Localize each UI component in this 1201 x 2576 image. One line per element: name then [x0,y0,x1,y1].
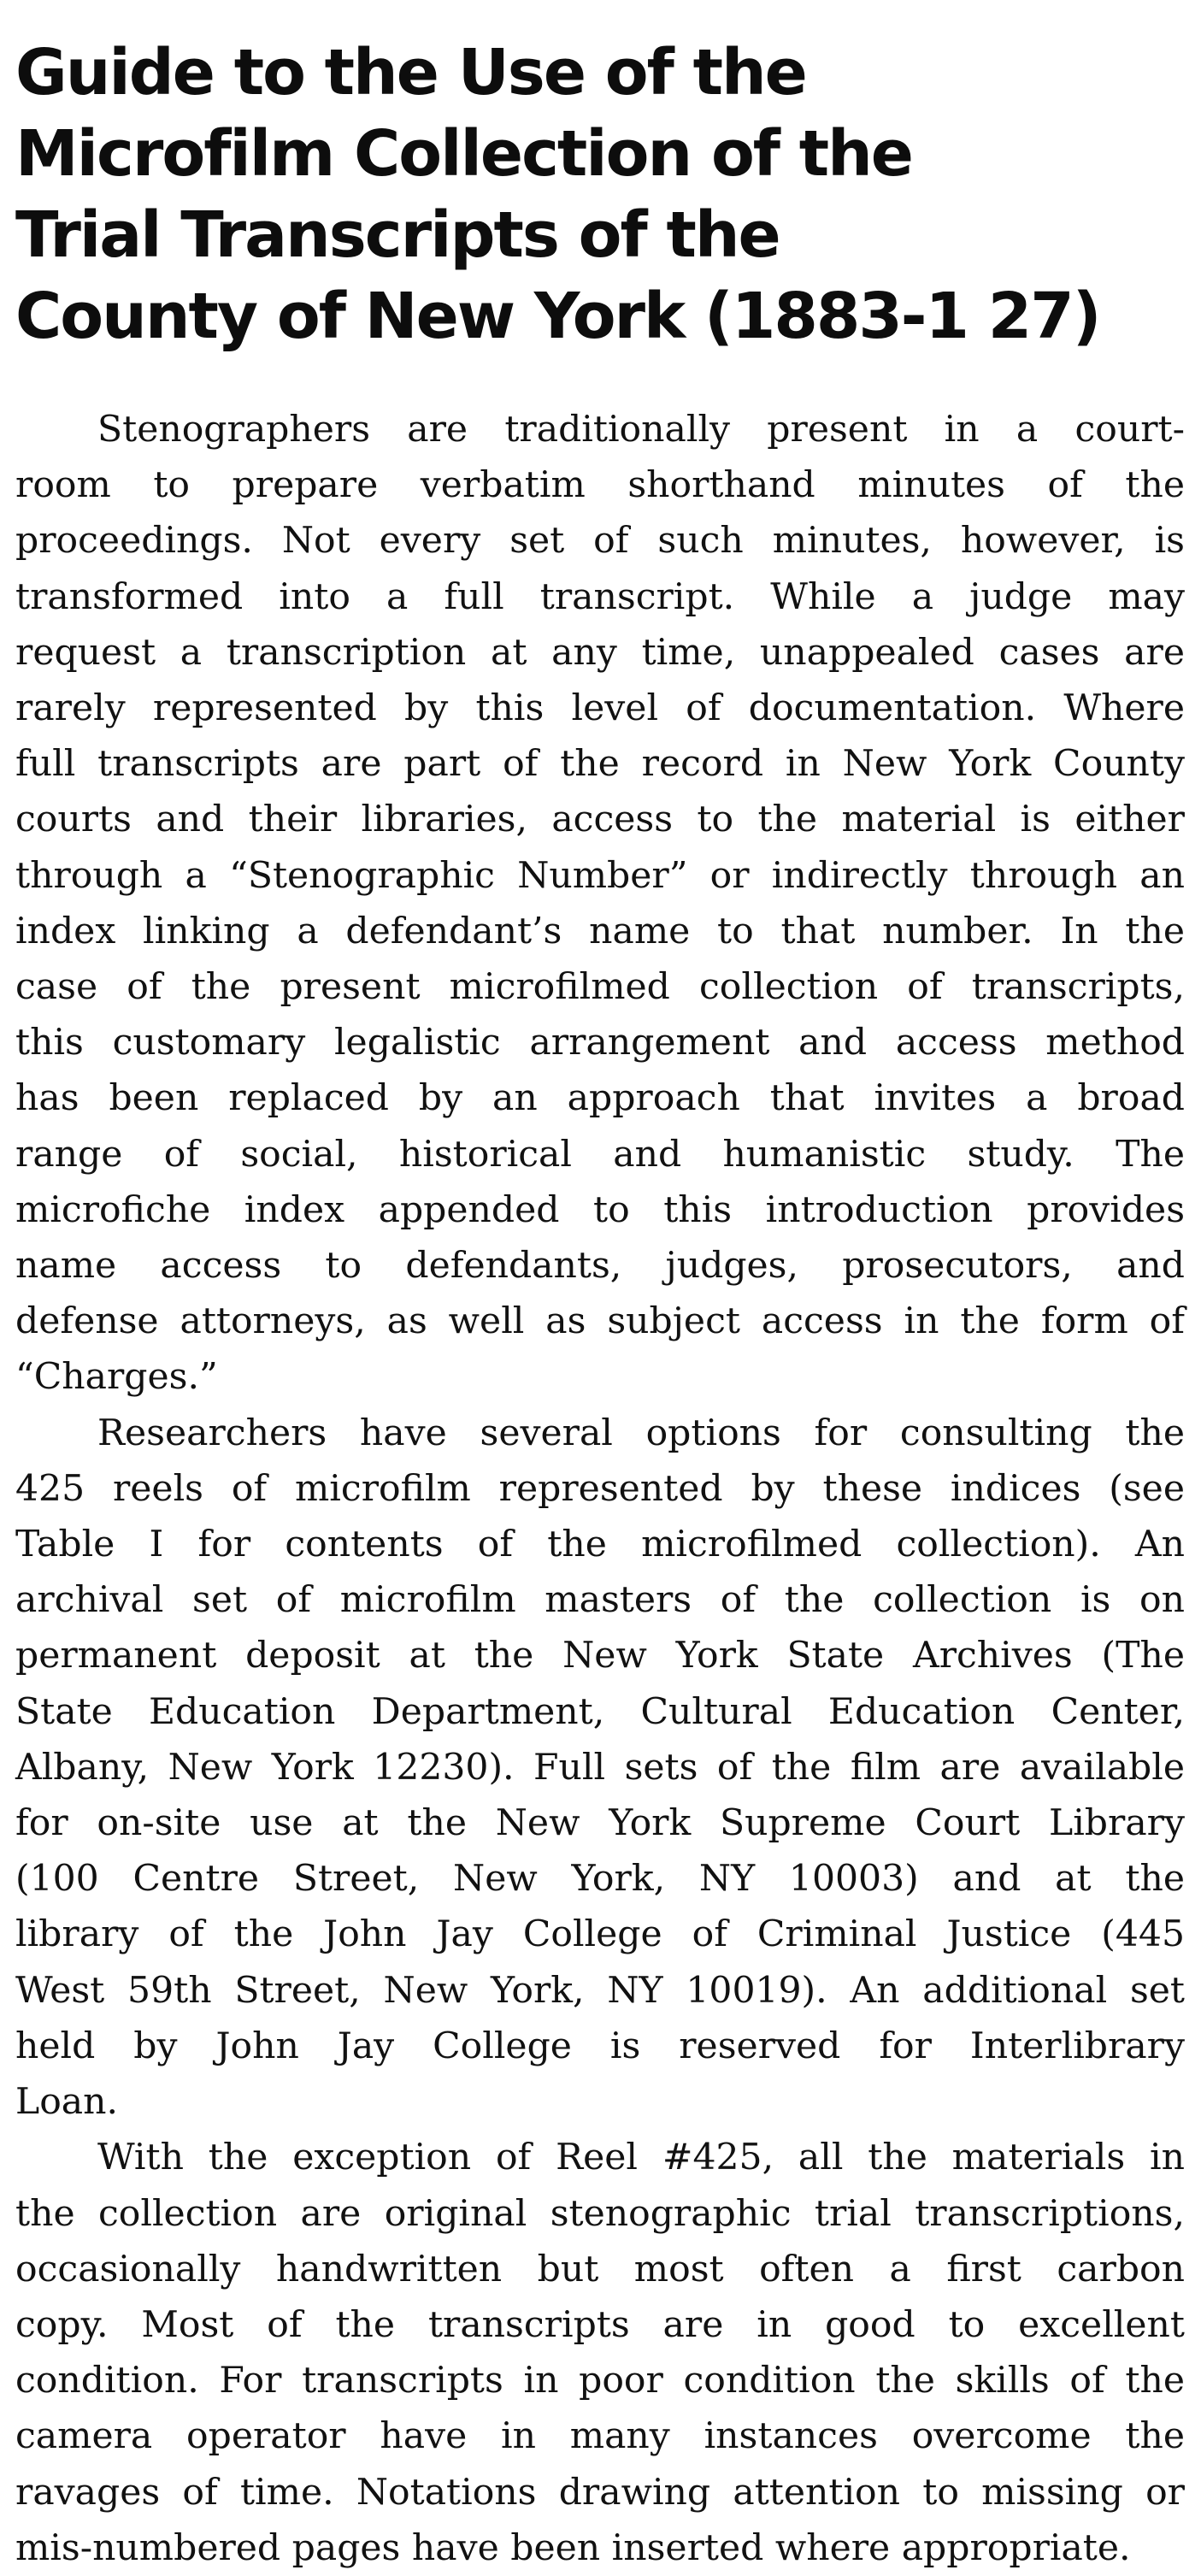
text-line: case of the present microfilmed collection of transcripts, [15,966,1185,1009]
paragraph [15,2130,1185,2576]
text-line: Researchers have several options for consulting the [97,1412,1185,1454]
text-line: name access to defendants, judges, prosecutors, and [15,1245,1185,1288]
text-line: index linking a defendant’s name to that number. In the [15,910,1185,952]
title-line: Guide to the Use of the [15,36,806,109]
text-line: library of the John Jay College of Criminal Justice (445 [15,1913,1185,1956]
document-body [15,402,1185,2576]
text-line: Table I for contents of the microfilmed collection). An [15,1524,1185,1566]
text-line: Stenographers are traditionally present in a court- [97,409,1185,451]
document-title [15,32,1185,357]
text-line: archival set of microfilm masters of the collection is on [15,1579,1185,1622]
title-line: Microfilm Collection of the [15,117,912,191]
text-line: range of social, historical and humanistic study. The [15,1133,1185,1176]
text-line: (100 Centre Street, New York, NY 10003) and at the [15,1858,1185,1901]
text-line: this customary legalistic arrangement and access method [15,1022,1185,1064]
text-line: microfiche index appended to this introduction provides [15,1188,1185,1231]
title-line: Trial Transcripts of the [15,198,780,272]
document-page [15,0,1185,2576]
text-line: mis-numbered pages have been inserted where appropriate. [15,2526,1131,2569]
text-line: “Charges.” [15,1356,218,1399]
title-line: County of New York (1883-1 27) [15,280,1100,353]
text-line: full transcripts are part of the record in New York County [15,743,1185,786]
text-line: transformed into a full transcript. While a judge may [15,575,1185,618]
text-line: rarely represented by this level of documentation. Where [15,687,1185,730]
text-line: With the exception of Reel #425, all the materials in [97,2137,1185,2179]
text-line: Albany, New York 12230). Full sets of the film are available [15,1746,1185,1789]
text-line: Loan. [15,2081,119,2124]
text-line: occasionally handwritten but most often a first carbon [15,2248,1185,2290]
text-line: condition. For transcripts in poor condition the skills of the [15,2360,1185,2402]
text-line: proceedings. Not every set of such minutes, however, is [15,520,1185,563]
paragraph [15,1406,1185,2131]
text-line: for on-site use at the New York Supreme Court Library [15,1802,1185,1845]
text-line: held by John Jay College is reserved for Interlibrary [15,2025,1185,2067]
paragraph [15,402,1185,1406]
text-line: the collection are original stenographic trial transcriptions, [15,2192,1185,2235]
text-line: request a transcription at any time, unappealed cases are [15,631,1185,674]
text-line: defense attorneys, as well as subject access in the form of [15,1300,1185,1343]
text-line: has been replaced by an approach that invites a broad [15,1077,1185,1120]
text-line: permanent deposit at the New York State Archives (The [15,1635,1185,1677]
text-line: West 59th Street, New York, NY 10019). An additional set [15,1969,1185,2012]
text-line: ravages of time. Notations drawing attention to missing or [15,2471,1185,2514]
text-line: through a “Stenographic Number” or indirectly through an [15,854,1185,897]
text-line: State Education Department, Cultural Education Center, [15,1690,1185,1733]
text-line: room to prepare verbatim shorthand minutes of the [15,464,1185,507]
text-line: copy. Most of the transcripts are in good to excellent [15,2303,1185,2346]
text-line: 425 reels of microfilm represented by these indices (see [15,1467,1185,1510]
text-line: courts and their libraries, access to the material is either [15,799,1185,841]
text-line: camera operator have in many instances overcome the [15,2415,1185,2458]
